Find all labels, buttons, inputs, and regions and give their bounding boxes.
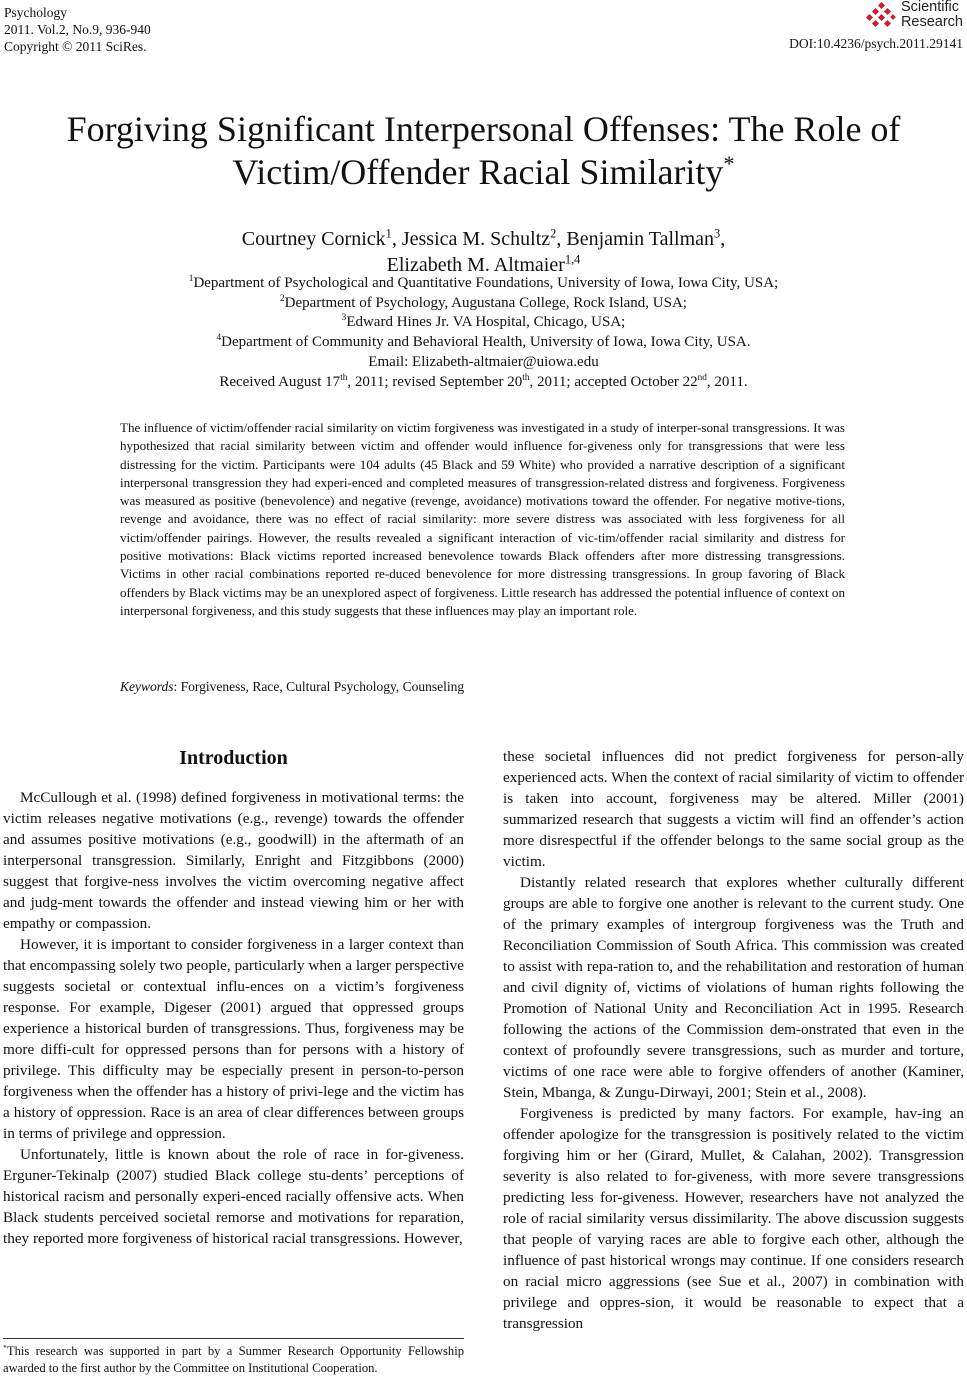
publisher-line-1: Scientific (900, 0, 959, 15)
abstract: The influence of victim/offender racial similarity on victim forgiveness was investigated in a study of interper-sonal transgressions. It was hypothesized that racial similarity between victim and offender would influence for-giveness only for transgressions that were less distressing for the victim. Participants were 104 adults (45 Black and 59 White) who provided a narrative description of a significant interpersonal transgression they had experi-enced and completed measures of transgression-related distress and forgiveness. Forgiveness was measured as positive (benevolence) and negative (revenge, avoidance) motivations toward the offender. For negative motive-tions, revenge and avoidance, there was no effect of racial similarity: more severe distress was associated with less forgiveness for all victim/offender pairings. However, the results revealed a significant interaction of vic-tim/offender racial similarity and distress for positive motivations: Black victims reported increased benevolence towards Black offenders after more distressing transgressions. Victims in other racial combinations reported re-duced benevolence for more distressing transgressions. In group favoring of Black offenders by Black victims may be an unexplored aspect of forgiveness. Little research has addressed the potential influence of context on interpersonal forgiveness, and this study suggests that these influences may play an important role. (120, 420, 845, 618)
email: Email: Elizabeth-altmaier@uiowa.edu (368, 353, 599, 370)
affiliation (0, 333, 967, 353)
footnote-mark: * (3, 1342, 7, 1352)
author-sup: 1 (385, 226, 392, 241)
right-column (503, 746, 964, 1334)
author-separator: , (556, 228, 567, 250)
publisher-line-2: Research (900, 14, 963, 30)
affiliation-text: Department of Psychology, Augustana College, Rock Island, USA; (284, 294, 687, 311)
affiliation-sup: 3 (341, 313, 347, 324)
affiliation-text: Department of Psychological and Quantitative Foundations, University of Iowa, Iowa City, USA; (193, 275, 779, 291)
body-paragraph: McCullough et al. (1998) defined forgiveness in motivational terms: the victim releases negative motivations (e.g., revenge) towards the offender and assumes positive motivations (e.g., goodwill) in the aftermath of an interpersonal transgression. Similarly, Enright and Fitzgibbons (2000) suggest that forgive-ness involves the victim overcoming negative affect and judg-ment towards the offender and instead viewing him or her with empathy or compassion. (3, 789, 464, 932)
footnote (3, 1343, 464, 1376)
title-line-1: Forgiving Significant Interpersonal Offenses: The Role of (66, 109, 901, 149)
author-sup: 3 (714, 226, 721, 241)
scientific-research-logo-icon (865, 2, 897, 30)
journal-header (4, 4, 151, 55)
author-name: Benjamin Tallman (566, 228, 715, 250)
affiliation (0, 313, 967, 333)
affiliation-sup: 2 (280, 293, 285, 304)
section-heading-introduction: Introduction (179, 747, 288, 769)
paper-title (0, 108, 967, 194)
publisher-header (789, 0, 963, 52)
title-line-2: Victim/Offender Racial Similarity (232, 152, 724, 192)
keywords-text: : Forgiveness, Race, Cultural Psychology, Counseling (173, 679, 465, 694)
body-paragraph: Distantly related research that explores whether culturally different groups are able to forgive one another is relevant to the current study. One of the primary examples of intergroup forgiveness was the Truth and Reconciliation Commission of South Africa. This commission was created to assist with repa-ration to, and the rehabilitation and restoration of human and civil dignity of, victims of violations of human rights following the Promotion of National Unity and Reconciliation Act in 1995. Research following the actions of the Commission dem-onstrated that even in the context of profoundly severe transgressions, such as murder and torture, victims of one race were able to forgive offenders of another (Kaminer, Stein, Mbanga, & Zungu-Dirwayi, 2001; Stein et al., 2008). (503, 874, 964, 1101)
author-sup: 2 (550, 226, 557, 241)
footnote-text: This research was supported in part by a Summer Research Opportunity Fellowship awarded to the first author by the Committee on Institutional Cooperation. (3, 1344, 464, 1375)
body-paragraph: However, it is important to consider forgiveness in a larger context than that encompassing solely two people, particularly when a larger perspective suggests societal or contextual influ-ences on a victim’s forgiveness response. For example, Digeser (2001) argued that oppressed groups experience a historical burden of transgressions. Thus, forgiveness may be more diffi-cult for oppressed persons than for persons with a history of privilege. This difficulty may be especially present in person-to-person forgiveness when the offender has a history of privi-lege and the victim has a history of oppression. Race is an area of clear differences between groups in terms of privilege and oppression. (3, 936, 464, 1142)
affiliation-text: Department of Community and Behavioral Health, University of Iowa, Iowa City, USA. (221, 334, 751, 351)
received-end: , 2011. (706, 373, 748, 390)
keywords-label: Keywords (120, 679, 174, 694)
accepted-sup: nd (697, 372, 707, 383)
author-list (0, 226, 967, 278)
author-separator: , (391, 228, 402, 250)
affiliation-text: Edward Hines Jr. VA Hospital, Chicago, USA; (346, 314, 626, 331)
affiliation (0, 294, 967, 314)
publisher-logo (789, 0, 963, 30)
body-paragraph: these societal influences did not predict forgiveness for person-ally experienced acts. When the context of racial similarity of victim to offender is taken into account, forgiveness may be altered. Miller (2001) summarized research that suggests a victim will find an offender’s action more disrespectful if the offender belongs to the same social group as the victim. (503, 748, 964, 870)
body-paragraph: Forgiveness is predicted by many factors. For example, hav-ing an offender apologize for the transgression is positively related to the victim forgiving him or her (Girard, Mullet, & Calahan, 2002). Transgression severity is also related to for-giveness, with more severe transgressions predicting less for-giveness. However, researchers have not analyzed the role of racial similarity versus dissimilarity. The above discussion suggests that people of varying races are able to forgive each other, although the influence of past historical wrongs may continue. If one considers research on racial micro aggressions (see Sue et al., 2007) in combination with privilege and oppres-sion, it would be reasonable to expect that a transgression (503, 1105, 964, 1332)
received-sup: th (340, 372, 348, 383)
affiliation (0, 274, 967, 294)
keywords (120, 679, 845, 695)
revised-text: , 2011; revised September 20 (347, 373, 523, 390)
received-text: Received August 17 (219, 373, 341, 390)
author-name: Courtney Cornick (241, 228, 386, 250)
journal-name: Psychology (4, 5, 68, 20)
footnote-divider (3, 1338, 464, 1339)
author-sup: 1,4 (564, 252, 581, 267)
left-column (3, 745, 464, 1249)
affiliation-sup: 1 (188, 274, 194, 284)
accepted-text: , 2011; accepted October 22 (529, 373, 698, 390)
affiliation-sup: 4 (216, 333, 222, 344)
author-name: Jessica M. Schultz (401, 228, 551, 250)
author-name: Elizabeth M. Altmaier (386, 254, 565, 276)
title-footnote-mark: * (723, 151, 735, 176)
doi: DOI:10.4236/psych.2011.29141 (789, 36, 963, 51)
copyright: Copyright © 2011 SciRes. (4, 39, 147, 54)
affiliations (0, 274, 967, 392)
received-dates (0, 373, 967, 393)
journal-volume: 2011. Vol.2, No.9, 936-940 (4, 22, 151, 37)
body-paragraph: Unfortunately, little is known about the role of race in for-giveness. Erguner-Tekinalp (2007) studied Black college stu-dents’ perceptions of historical racism and personally experi-enced racially offensive acts. When Black students perceived societal remorse and motivations for reparation, they reported more forgiveness of historical racial transgressions. However, (3, 1146, 464, 1247)
revised-sup: th (522, 372, 530, 383)
author-separator: , (720, 228, 726, 250)
